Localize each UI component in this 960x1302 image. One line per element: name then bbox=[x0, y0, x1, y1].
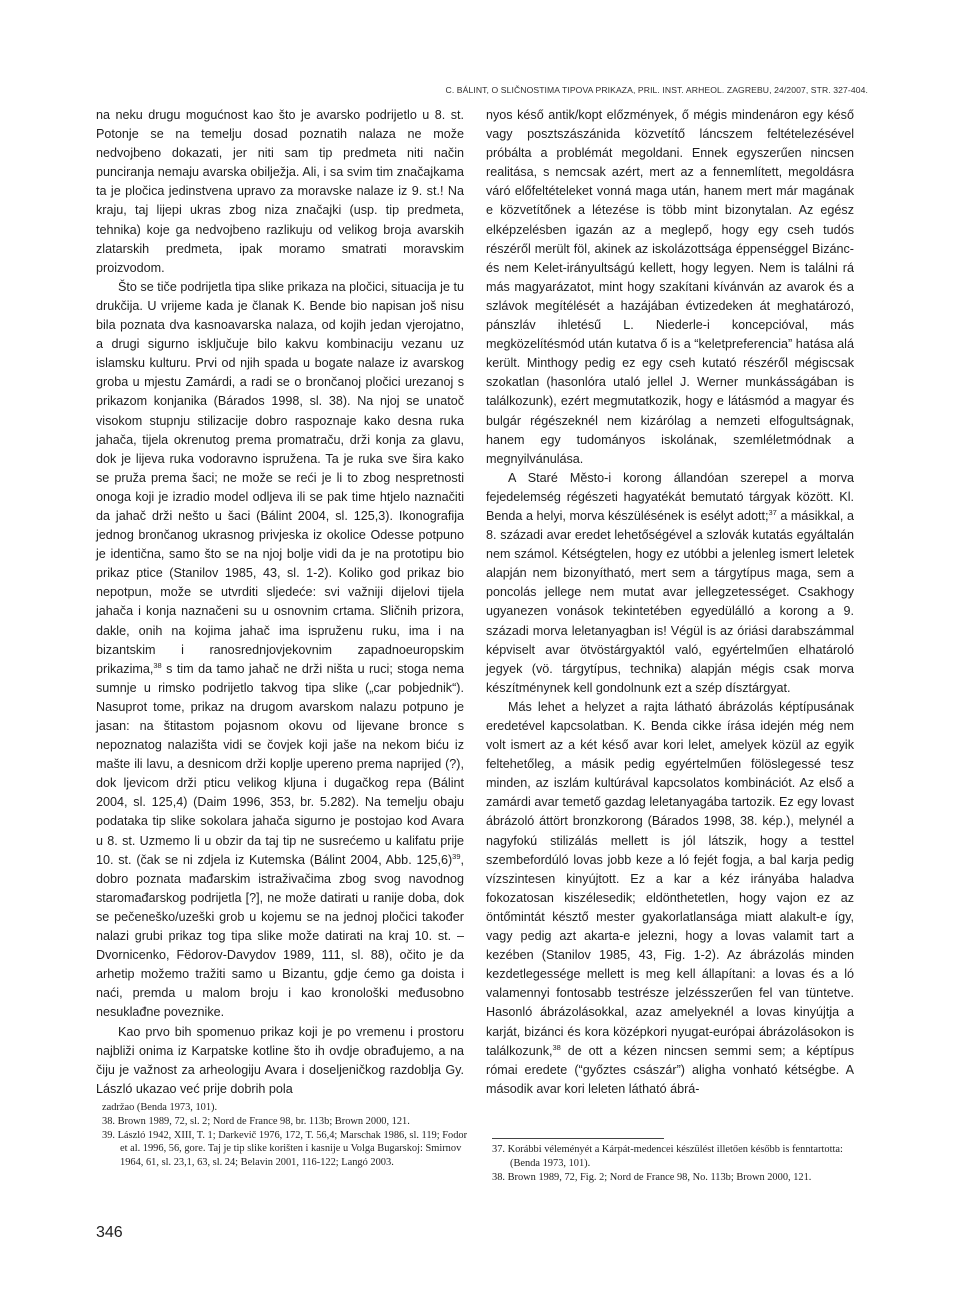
footnotes-right bbox=[492, 1143, 862, 1184]
paragraph-text: a másikkal, a 8. századi avar eredet lehetőségével a szlovák kutatás egyáltalán nem számol. Kétségtelen, hogy ez utóbbi a jelenleg ismert leletek alapján nem bizonyítható, mert sem a tárgytípus maga, sem a poncolás jellege nem mutat avar jellegzetességet. Csakhogy ugyanezen vonások tekintetében egyedülálló a korong a 9. századi morva leletanyagban is! Végül is az óriási darabszámmal képviselt avar ötvöstárgyaktól való, egyértelműen elhatároló jegyek (vö. tárgytípus, technika) alapján mégis csak morva készítménynek kell gondolnunk ezt a szép dísztárgyat. bbox=[486, 508, 854, 695]
footnote-continuation: zadržao (Benda 1973, 101). bbox=[102, 1102, 218, 1113]
left-column bbox=[96, 106, 464, 1099]
paragraph-text: Más lehet a helyzet a rajta látható ábrázolás képtípusának eredetével kapcsolatban. K. Benda cikke írása idején még nem volt ismert az a két késő avar kori lelet, amelyek közül az egyik feltehetőleg, a másik pedig egyértelműen fölöslegessé tesz minden, az iszlám kultúrával kapcsolatos kombinációt. Az első a zamárdi avar temető gazdag leletanyagába tartozik. Ez egy lovast ábrázoló áttört bronzkorong (Bárados 1998, 38. kép.), melynél a nagyfokú stilizálás mellett is jól látszik, hogy a testtel szembefordúló lovas jobb keze a ló fejét fogja, a bal karja pedig vízszintesen kinyújtott. Ez a kar a kéz irányába haladva fokozatosan kiszélesedik; eldönthetetlen, hogy vajon ez az öntőmintát késztő mester gyakorlatlansága miatt alakult-e így, vagy pedig azt akarta-e jelezni, hogy a lovas valamit tart a kezében (Stanilov 1985, 43, Fig. 1-2). Az ábrázolás minden kezdetlegessége mellett is meg kell állapítani: a lovas és a ló valamennyi fontosabb testrésze jelzésszerűen fel van tüntetve. Hasonló ábrázolásokkal, azaz amelyeknél a lovas kinyújtja a karját, bizánci és kora középkori nyugat-európai ábrázolásokon is találkozunk, bbox=[486, 699, 854, 1058]
paragraph bbox=[486, 469, 854, 698]
footnote-37: 37. Korábbi véleményét a Kárpát-medencei készülést illetően később is fenntartotta: (Benda 1973, 101). bbox=[492, 1144, 843, 1169]
running-header: C. BÁLINT, O SLIČNOSTIMA TIPOVA PRIKAZA, PRIL. INST. ARHEOL. ZAGREBU, 24/2007, STR. 327-404. bbox=[445, 85, 868, 95]
footnote-ref-38[interactable]: 38 bbox=[552, 1042, 561, 1052]
paragraph-text: s tim da tamo jahač ne drži ništa u ruci; stoga nema sumnje u rimsko podrijetlo takvog tipa slike („car pobjednik“). Nasuprot tome, prikaz na drugom avarskom nalazu potpuno je jasan: na štitastom pojasnom okovu od lijevane bronce s nepoznatog nalazišta vidi se čovjek koji jaše na nekom biću iz mašte ili lavu, a desnicom drži koplje upereno prema naprijed (?), dok ljevicom drži pticu velikog kljuna i dugačkog repa (Bálint 2004, sl. 125,4) (Daim 1996, 353, br. 5.282). Na temelju obaju podataka tip slike sokolara jahača sigurno je postojao kod Avara u 8. st. Uzmemo li u obzir da taj tip ne susrećemo u kalifatu prije 10. st. (čak se ni zdjela iz Kutemska (Bálint 2004, Abb. 125,6) bbox=[96, 661, 464, 867]
footnote-38: 38. Brown 1989, 72, Fig. 2; Nord de France 98, No. 113b; Brown 2000, 121. bbox=[492, 1171, 812, 1183]
paragraph bbox=[96, 278, 464, 1023]
footnote-39: 39. László 1942, XIII, T. 1; Darkevič 1976, 172, T. 56,4; Marschak 1986, sl. 119; Fodor et al. 1996, 56, gore. Taj je tip slike korišten i kasnije u Volga Bugarskoj: Smirnov 1964, 61, sl. 23,1, 63, sl. 24; Belavin 2001, 116-122; Langó 2003. bbox=[102, 1129, 468, 1169]
paragraph-text: de ott a kézen nincsen semmi sem; a képtípus római eredete (“győztes császár”) aligha vonható kétségbe. A második avar kori leleten látható ábrá- bbox=[486, 1043, 854, 1096]
footnote-rule bbox=[492, 1138, 664, 1139]
footnote-ref-39[interactable]: 39 bbox=[452, 851, 461, 861]
paragraph-text: , dobro poznata mađarskim istraživačima zbog svog navodnog staromađarskog podrijetla [?], ne može datirati u ranije doba, dok se pečeneško/uzeški grob u kojemu se na jednoj pločici također nalazi grubi prikaz tog tipa slike može datirati na kraj 10. st. – Dvornicenko, Fëdorov-Davydov 1989, 111, sl. 88), očito je da arhetip možemo tražiti samo u Bizantu, gdje ćemo ga doista i naći, premda u malom broju i kao kronološki međusobno nesuklađne poveznike. bbox=[96, 852, 464, 1020]
paragraph bbox=[486, 698, 854, 1099]
footnote-ref-38[interactable]: 38 bbox=[153, 660, 162, 670]
paragraph-text: A Staré Město-i korong állandóan szerepel a morva fejedelemség régészeti hagyatékát bemutató tárgyak között. Kl. Benda a helyi, morva készülésének is esélyt adott; bbox=[486, 470, 854, 523]
paragraph: na neku drugu mogućnost kao što je avarsko podrijetlo u 8. st. Potonje se na temelju dosad poznatih nalaza ne može nedvojbeno dokazati, jer niti sam tip predmeta niti način punciranja nemaju avarska obilježja. Ali, i sa svim tim značajkama ta je pločica jedinstvena upravo za moravske nalaze iz 9. st.! Na kraju, taj lijepi ukras zbog niza značajki (usp. tip predmeta, tehnika) koje ga nedvojbeno razlikuju od velikog broja avarskih zlatarskih predmeta, ipak moramo smatrati moravskim proizvodom. bbox=[96, 108, 464, 275]
paragraph: Kao prvo bih spomenuo prikaz koji je po vremenu i prostoru najbliži onima iz Karpatske kotline što ih ovdje obrađujemo, a na čiju je važnost za arheologiju Avara i doseljeničkog razdoblja Gy. László ukazao već prije dobrih pola bbox=[96, 1024, 464, 1096]
paragraph: nyos késő antik/kopt előzmények, ő mégis mindenáron egy késő vagy posztszászánida közvetítő láncszem feltételezésével próbálta a problémát megoldani. Ennek egyszerűen nincsen realitása, s nemcsak azért, mert az a fennemlített, megoldásra váró előfeltételeket vonná maga után, hanem mert már magának e közvetítőnek a létezése is több mint bizonytalan. Az egész elképzelésben igazán az a meglepő, hogy egy cseh tudós részéről merült föl, akinek az iskolázottsága éppenséggel Bizánc- és nem Kelet-irányultságú kellett, hogy legyen. Nem is találni rá más magyarázatot, mint hogy szakítani kívánván az avarok és a szlávok megítélését a hazájában évtizedeken át meghatározó, pánszláv ihletésű L. Niederle-i koncepcióval, más megközelítésmód után kutatva ő is a “keletpreferencia” hatása alá került. Minthogy pedig ez egy cseh kutató részéről mégiscsak szokatlan (hasonlóra utaló jellel J. Werner munkásságában is találkozunk), ezért megmutatkozik, hogy e látásmód a magyar és bulgár régészeknél nem kizárólag a nemzeti elfogultságnak, hanem egy tudományos iskolának, szemléletmódnak a megnyilvánulása. bbox=[486, 108, 854, 466]
page-number: 346 bbox=[96, 1224, 123, 1241]
right-column bbox=[486, 106, 854, 1099]
paragraph-text: Što se tiče podrijetla tipa slike prikaza na pločici, situacija je tu drukčija. U vrijeme kada je članak K. Bende bio napisan još nisu bila poznata dva kasnoavarska nalaza, od kojih jedan vjerojatno, a drugi sigurno isključuje bilo kakvu kombinaciju vezanu uz islamsku kulturu. Prvi od njih spada u bogate nalaze iz avarskog groba u mjestu Zamárdi, a radi se o brončanoj pločici urezanoj s prikazom konjanika (Bárados 1998, sl. 38). Na njoj se unatoč visokom stupnju stilizacije dobro raspoznaje kako desna ruka jahača, tijela okrenutog prema promatraču, drži konja za glavu, dok je lijeva ruka vodoravno ispružena. Ta je ruka sve šira kako se pruža prema šaci; ne može se reći je li to zbog nespretnosti onoga koji je izradio model odljeva ili se pak time htjelo naznačiti da jahač drži nešto u šaci (Bálint 2004, sl. 125,3). Ikonografija jednog brončanog ukrasnog privjeska iz okolice Odesse potpuno je identična, samo što se na njoj bolje vidi da je na prototipu bio prikaz ptice (Stanilov 1985, 43, sl. 1-2). Koliko god prikaz bio nepotpun, može se utvrditi sljedeće: svi važniji dijelovi tijela jahača i konja naznačeni su u osnovnim crtama. Sličnih prizora, dakle, onih na kojima jahač ima ispruženu ruku, ima i na bizantskim i ranosrednjovjekovnim zapadnoeuropskim prikazima, bbox=[96, 279, 464, 676]
footnotes-left bbox=[102, 1101, 472, 1170]
footnote-ref-37[interactable]: 37 bbox=[768, 507, 777, 517]
footnote-38: 38. Brown 1989, 72, sl. 2; Nord de France 98, br. 113b; Brown 2000, 121. bbox=[102, 1115, 410, 1127]
